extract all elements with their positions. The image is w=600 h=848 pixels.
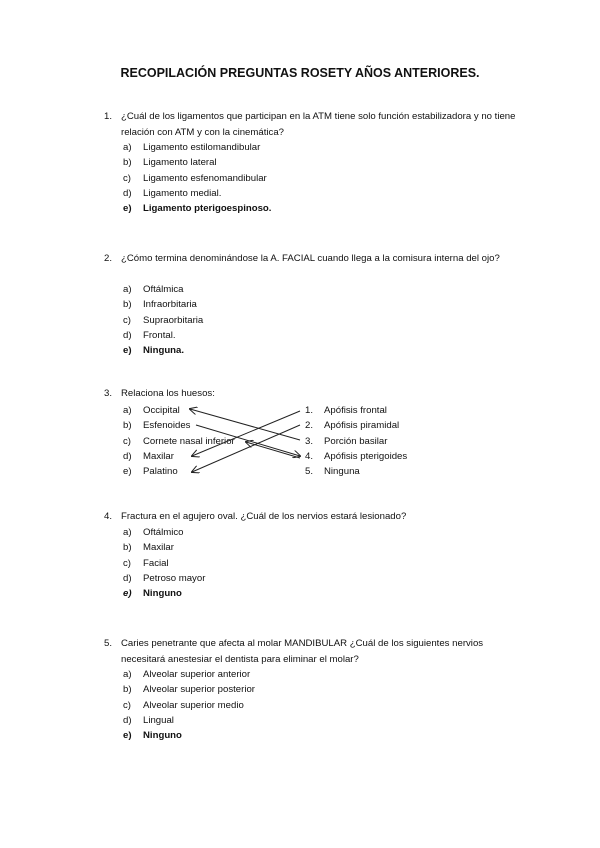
- option-e-answer[interactable]: e) Ninguna.: [123, 345, 185, 357]
- question-stem: Fractura en el agujero oval. ¿Cuál de los nervios estará lesionado?: [121, 511, 407, 522]
- question-5: [104, 636, 524, 668]
- feature-3[interactable]: 3. Porción basilar: [305, 435, 388, 447]
- question-number: 4.: [104, 511, 113, 522]
- question-number: 5.: [104, 638, 113, 649]
- question-stem: Caries penetrante que afecta al molar MANDIBULAR ¿Cuál de los siguientes nervios necesitará anestesiar el dentista para eliminar el molar?: [121, 638, 484, 665]
- option-e-answer[interactable]: e) Ninguno: [123, 730, 182, 742]
- option-c[interactable]: c) Alveolar superior medio: [123, 699, 244, 711]
- feature-5[interactable]: 5. Ninguna: [305, 466, 360, 478]
- option-b[interactable]: b) Alveolar superior posterior: [123, 684, 255, 696]
- option-a[interactable]: a) Ligamento estilomandibular: [123, 142, 261, 153]
- question-5-options: [123, 667, 255, 743]
- option-a[interactable]: a) Oftálmico: [123, 527, 184, 538]
- option-e-answer[interactable]: e) Ninguno: [123, 588, 182, 600]
- question-stem: Relaciona los huesos:: [121, 388, 215, 399]
- bone-e[interactable]: e) Palatino: [123, 466, 178, 478]
- page-title: RECOPILACIÓN PREGUNTAS ROSETY AÑOS ANTERIORES.: [120, 66, 480, 80]
- question-stem: ¿Cuál de los ligamentos que participan en la ATM tiene solo función estabilizadora y no tiene relación con ATM y con la cinemática?: [121, 111, 516, 138]
- option-a[interactable]: a) Oftálmica: [123, 284, 184, 295]
- option-c[interactable]: c) Supraorbitaria: [123, 314, 204, 326]
- bone-d[interactable]: d) Maxilar: [123, 450, 174, 462]
- feature-1[interactable]: 1. Apófisis frontal: [305, 405, 387, 416]
- bone-a[interactable]: a) Occipital: [123, 405, 180, 416]
- arrow-basilar-to-occipital: [190, 409, 300, 440]
- option-b[interactable]: b) Ligamento lateral: [123, 157, 217, 169]
- option-d[interactable]: d) Frontal.: [123, 329, 176, 341]
- option-c[interactable]: c) Ligamento esfenomandibular: [123, 172, 267, 184]
- arrow-esfenoides-to-pterigoides: [196, 425, 300, 456]
- bone-b[interactable]: b) Esfenoides: [123, 420, 191, 432]
- arrow-piramidal-to-palatino: [192, 425, 300, 472]
- feature-2[interactable]: 2. Apófisis piramidal: [305, 420, 400, 432]
- option-b[interactable]: b) Infraorbitaria: [123, 299, 197, 311]
- arrow-pterigoides-to-cornete: [246, 442, 300, 458]
- question-4-options: [123, 525, 205, 601]
- question-number: 1.: [104, 111, 113, 122]
- option-b[interactable]: b) Maxilar: [123, 542, 174, 554]
- question-number: 3.: [104, 388, 113, 399]
- question-stem: ¿Cómo termina denominándose la A. FACIAL cuando llega a la comisura interna del ojo?: [121, 253, 500, 264]
- question-4: [104, 509, 524, 525]
- option-c[interactable]: c) Facial: [123, 557, 169, 569]
- option-d[interactable]: d) Lingual: [123, 714, 174, 726]
- question-number: 2.: [104, 253, 113, 264]
- bone-c[interactable]: c) Cornete nasal inferior: [123, 435, 235, 447]
- feature-4[interactable]: 4. Apófisis pterigoides: [305, 450, 408, 462]
- option-d[interactable]: d) Petroso mayor: [123, 572, 206, 584]
- option-a[interactable]: a) Alveolar superior anterior: [123, 669, 251, 680]
- option-e-answer[interactable]: e) Ligamento pterigoespinoso.: [123, 203, 272, 215]
- arrow-frontal-to-maxilar: [192, 411, 300, 456]
- option-d[interactable]: d) Ligamento medial.: [123, 187, 222, 199]
